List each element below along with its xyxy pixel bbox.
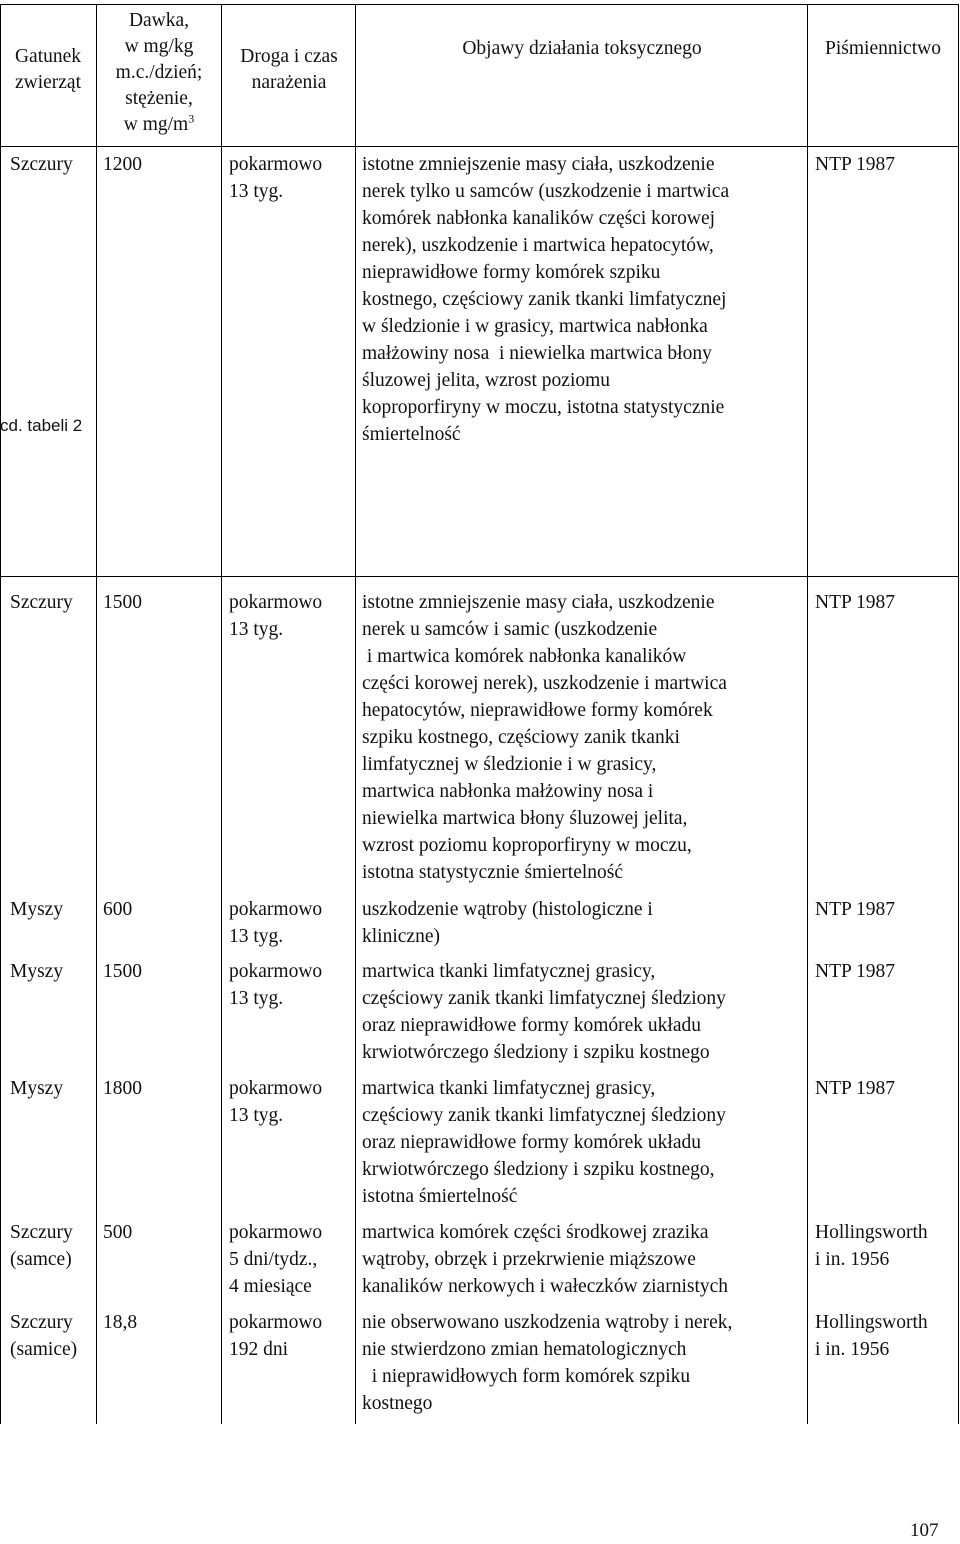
header-references: Piśmiennictwo bbox=[825, 38, 941, 59]
header-species: Gatunek zwierząt bbox=[14, 46, 82, 93]
row-reference: NTP 1987 bbox=[815, 899, 895, 920]
table-border-left bbox=[0, 4, 1, 1424]
row-route: pokarmowo 13 tyg. bbox=[229, 154, 323, 202]
row-route: pokarmowo 5 dni/tydz., 4 miesiące bbox=[229, 1222, 323, 1297]
row-species: Myszy bbox=[10, 961, 64, 982]
row-species: Szczury bbox=[10, 592, 73, 613]
row-effects: istotne zmniejszenie masy ciała, uszkodzenie nerek tylko u samców (uszkodzenie i martwica komórek nabłonka kanalików części korowej nerek), uszkodzenie i martwica hepatocytów, nieprawidłowe formy komórek szpiku kostnego, częściowy zanik tkanki limfatycznej w śledzionie i w grasicy, martwica nabłonka małżowiny nosa i niewielka martwica błony śluzowej jelita, wzrost poziomu koproporfiryny w moczu, istotna statystycznie śmiertelność bbox=[362, 154, 730, 445]
row-species: Szczury bbox=[10, 154, 73, 175]
row-reference: NTP 1987 bbox=[815, 154, 895, 175]
column-divider bbox=[355, 4, 356, 1424]
row-species: Myszy bbox=[10, 899, 64, 920]
row-species: Szczury (samce) bbox=[10, 1222, 73, 1270]
row-dose: 1800 bbox=[103, 1078, 142, 1099]
row-effects: martwica komórek części środkowej zrazika wątroby, obrzęk i przekrwienie miąższowe kanalików nerkowych i wałeczków ziarnistych bbox=[362, 1222, 729, 1297]
header-dose: Dawka, w mg/kg m.c./dzień; stężenie, w $mg/m^3$ bbox=[115, 10, 203, 135]
row-dose: 18,8 bbox=[103, 1312, 138, 1333]
row-dose: 1200 bbox=[103, 154, 142, 175]
row-route: pokarmowo 192 dni bbox=[229, 1312, 323, 1360]
row-dose: 1500 bbox=[103, 592, 142, 613]
row-route: pokarmowo 13 tyg. bbox=[229, 961, 323, 1009]
row-reference: NTP 1987 bbox=[815, 592, 895, 613]
row-dose: 1500 bbox=[103, 961, 142, 982]
header-route: Droga i czas narażenia bbox=[240, 46, 338, 93]
row-dose: 600 bbox=[103, 899, 133, 920]
page-number: 107 bbox=[910, 1520, 939, 1541]
row-effects: martwica tkanki limfatycznej grasicy, częściowy zanik tkanki limfatycznej śledziony oraz nieprawidłowe formy komórek układu krwiotwórczego śledziony i szpiku kostnego, istotna śmiertelność bbox=[362, 1078, 726, 1207]
row-effects: uszkodzenie wątroby (histologiczne i kliniczne) bbox=[362, 899, 653, 947]
column-divider bbox=[221, 4, 222, 1424]
header-effects: Objawy działania toksycznego bbox=[462, 38, 702, 59]
page-break-line bbox=[0, 576, 959, 577]
column-divider bbox=[96, 4, 97, 1424]
row-route: pokarmowo 13 tyg. bbox=[229, 899, 323, 947]
row-effects: nie obserwowano uszkodzenia wątroby i nerek, nie stwierdzono zmian hematologicznych i nieprawidłowych form komórek szpiku kostnego bbox=[362, 1312, 733, 1414]
row-reference: NTP 1987 bbox=[815, 961, 895, 982]
continued-table-note: cd. tabeli 2 bbox=[0, 416, 83, 435]
row-route: pokarmowo 13 tyg. bbox=[229, 592, 323, 640]
table-border-top bbox=[0, 4, 959, 5]
header-divider bbox=[0, 146, 959, 147]
row-species: Myszy bbox=[10, 1078, 64, 1099]
row-dose: 500 bbox=[103, 1222, 133, 1243]
row-species: Szczury (samice) bbox=[10, 1312, 78, 1360]
row-reference: Hollingsworth i in. 1956 bbox=[815, 1222, 928, 1270]
row-effects: martwica tkanki limfatycznej grasicy, częściowy zanik tkanki limfatycznej śledziony oraz nieprawidłowe formy komórek układu krwiotwórczego śledziony i szpiku kostnego bbox=[362, 961, 726, 1063]
row-route: pokarmowo 13 tyg. bbox=[229, 1078, 323, 1126]
row-reference: Hollingsworth i in. 1956 bbox=[815, 1312, 928, 1360]
row-effects: istotne zmniejszenie masy ciała, uszkodzenie nerek u samców i samic (uszkodzenie i martwica komórek nabłonka kanalików części korowej nerek), uszkodzenie i martwica hepatocytów, nieprawidłowe formy komórek szpiku kostnego, częściowy zanik tkanki limfatycznej w śledzionie i w grasicy, martwica nabłonka małżowiny nosa i niewielka martwica błony śluzowej jelita, wzrost poziomu koproporfiryny w moczu, istotna statystycznie śmiertelność bbox=[362, 592, 727, 883]
column-divider bbox=[807, 4, 808, 1424]
table-border-right bbox=[958, 4, 959, 1424]
row-reference: NTP 1987 bbox=[815, 1078, 895, 1099]
